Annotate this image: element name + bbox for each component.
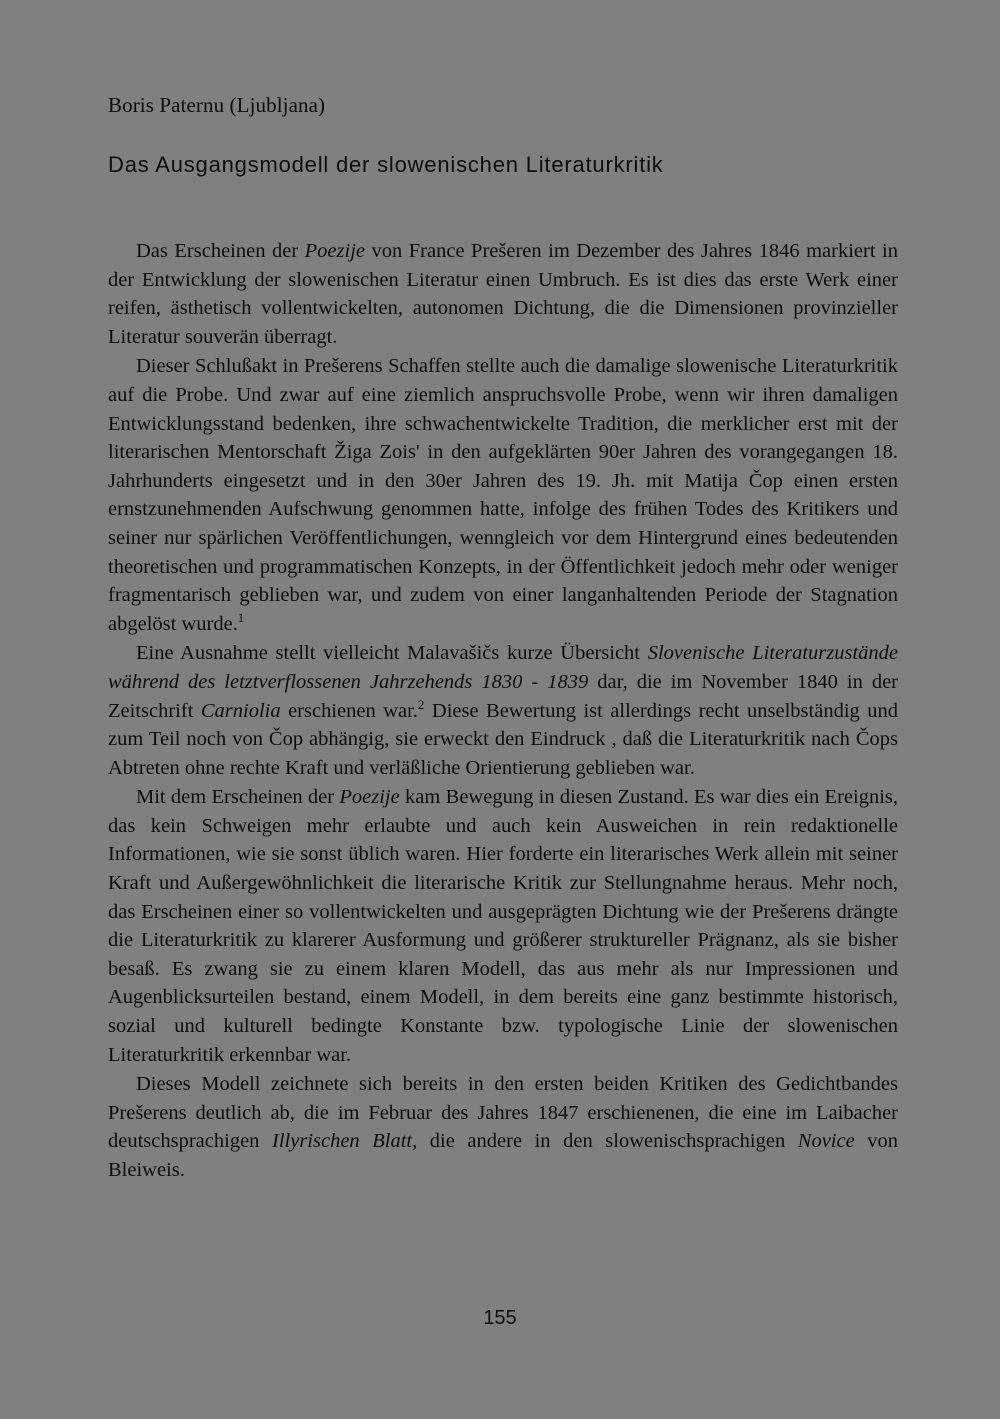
text-run: Dieses Modell zeichnete sich bereits in den ersten beiden Kritiken des Gedichtbandes Prešerens deutlich ab, die im Februar des Jahres 1847 erschienenen, die eine im Laibacher deutschsprachigen: [108, 1073, 898, 1153]
text-run: von France Prešeren im Dezember des Jahres 1846 markiert in der Entwicklung der slowenischen Literatur einen Umbruch. Es ist dies das erste Werk einer reifen, ästhetisch vollentwickelten, autonomen Dichtung, die die Dimensionen provinzieller Literatur souverän überragt.: [108, 240, 898, 348]
text-run: Dieser Schlußakt in Prešerens Schaffen stellte auch die damalige slowenische Literaturkritik auf die Probe. Und zwar auf eine ziemlich anspruchsvolle Probe, wenn wir ihren damaligen Entwicklungsstand bedenken, ihre schwachentwickelte Tradition, die merklicher erst mit der literarischen Mentorschaft Žiga Zois' in den aufgeklärten 90er Jahren des vorangegangen 18. Jahrhunderts eingesetzt und in den 30er Jahren des 19. Jh. mit Matija Čop einen ersten ernstzunehmenden Aufschwung genommen hatte, infolge des frühen Todes des Kritikers und seiner nur spärlichen Veröffentlichungen, wenngleich vor dem Hintergrund eines bedeutenden theoretischen und programmatischen Konzepts, in der Öffentlichkeit jedoch mehr oder weniger fragmentarisch geblieben war, und zudem von einer langanhaltenden Periode der Stagnation abgelöst wurde.: [108, 355, 898, 635]
article-title: Das Ausgangsmodell der slowenischen Literaturkritik: [108, 152, 664, 177]
text-run: Mit dem Erscheinen der: [136, 786, 340, 809]
footnote-marker: 1: [237, 609, 245, 625]
page-number: 155: [483, 1307, 517, 1329]
paragraph-2: [108, 352, 898, 638]
paragraph-3: [108, 639, 898, 782]
text-run: erschienen war.: [280, 699, 418, 722]
italic-journal-title: Novice: [797, 1130, 855, 1153]
paragraph-5: [108, 1070, 898, 1184]
italic-journal-title: Carniolia: [200, 699, 281, 722]
text-run: die andere in den slowenischsprachigen: [417, 1130, 798, 1153]
italic-work-title: Poezije: [304, 240, 365, 262]
italic-journal-title: Illyrischen Blatt,: [272, 1130, 418, 1153]
author-line: Boris Paternu (Ljubljana): [108, 93, 326, 117]
paragraph-1: [108, 237, 898, 351]
text-run: Eine Ausnahme stellt vielleicht Malavašičs kurze Übersicht: [136, 642, 648, 665]
text-run: dar, die im November 1840 in der Zeitschrift: [108, 670, 899, 722]
text-run: Das Erscheinen der: [136, 240, 305, 262]
footnote-marker: 2: [417, 696, 425, 712]
italic-work-title: Slovenische Literaturzustände während des letztverflossenen Jahrzehends 1830 - 1839: [108, 642, 898, 693]
italic-work-title: Poezije: [339, 786, 400, 809]
article-body: [108, 237, 898, 1185]
text-run: Diese Bewertung ist allerdings recht unselbständig und zum Teil noch von Čop abhängig, sie erweckt den Eindruck , daß die Literaturkritik nach Čops Abtreten ohne rechte Kraft und verläßliche Orientierung geblieben war.: [108, 699, 898, 779]
paragraph-4: [108, 783, 898, 1069]
text-run: von Bleiweis.: [108, 1130, 899, 1181]
text-run: kam Bewegung in diesen Zustand. Es war dies ein Ereignis, das kein Schweigen mehr erlaubte und auch kein Ausweichen in rein redaktionelle Informationen, wie sie sonst üblich waren. Hier forderte ein literarisches Werk allein mit seiner Kraft und Außergewöhnlichkeit die literarische Kritik zur Stellungnahme heraus. Mehr noch, das Erscheinen einer so vollentwickelten und ausgeprägten Dichtung wie der Prešerens drängte die Literaturkritik zu klarerer Ausformung und größerer struktureller Prägnanz, als sie bisher besaß. Es zwang sie zu einem klaren Modell, das aus mehr als nur Impressionen und Augenblicksurteilen bestand, einem Modell, in dem bereits eine ganz bestimmte historisch, sozial und kulturell bedingte Konstante bzw. typologische Linie der slowenischen Literaturkritik erkennbar war.: [108, 786, 898, 1066]
